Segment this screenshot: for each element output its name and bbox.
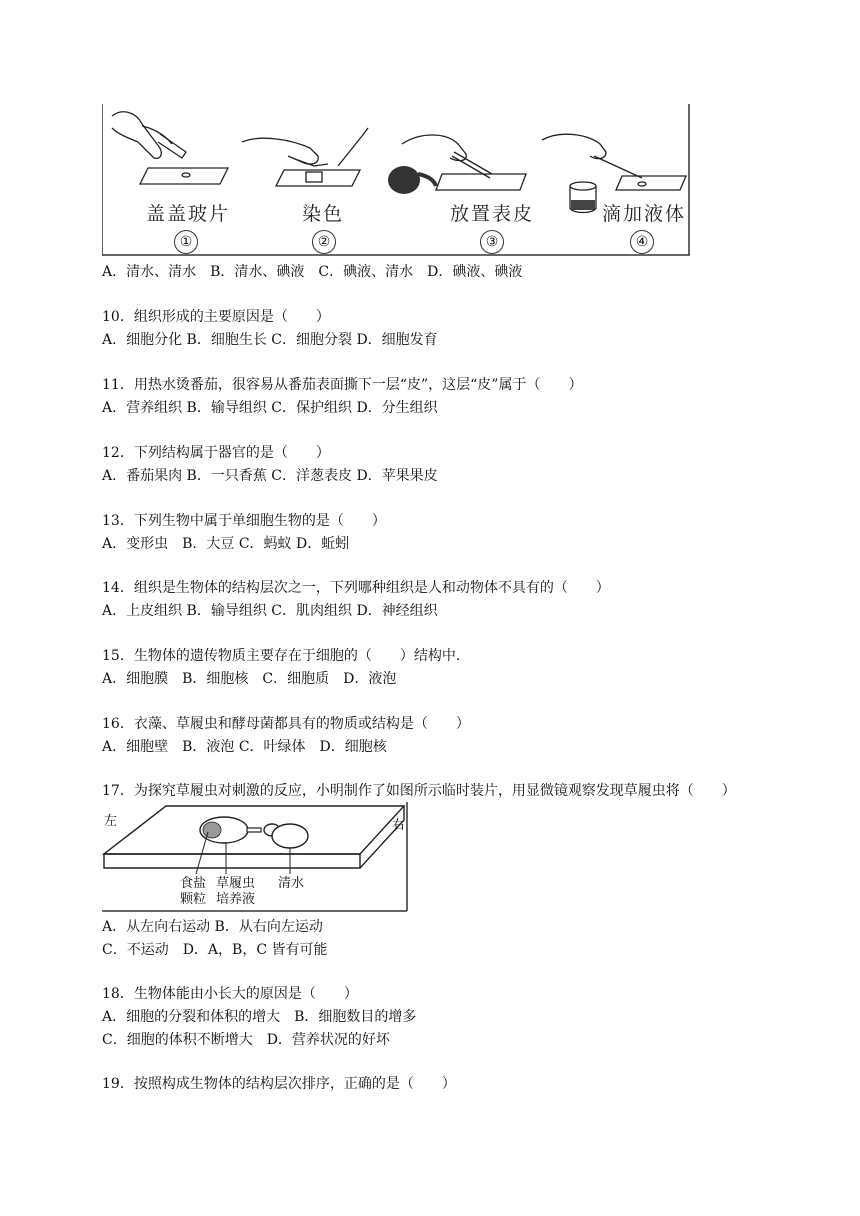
q16-options: A．细胞壁 B．液泡 C．叶绿体 D．细胞核	[102, 739, 387, 755]
right-label: 右	[392, 818, 406, 833]
step-2-label: 染色	[302, 203, 345, 225]
q17-options-2: C．不运动 D．A，B，C 皆有可能	[102, 942, 328, 958]
paramecium-label-1: 草履虫	[216, 876, 256, 891]
q11-stem: 11．用热水烫番茄，很容易从番茄表面撕下一层“皮”，这层“皮”属于（ ）	[102, 377, 583, 393]
q18-options-1: A．细胞的分裂和体积的增大 B．细胞数目的增多	[102, 1009, 417, 1025]
q11-options: A．营养组织 B．输导组织 C．保护组织 D．分生组织	[102, 400, 438, 416]
q18-stem: 18．生物体能由小长大的原因是（ ）	[102, 986, 358, 1002]
water-label: 清水	[278, 876, 305, 891]
step-3-label: 放置表皮	[450, 203, 535, 225]
q17-options-1: A．从左向右运动 B．从右向左运动	[102, 919, 323, 935]
q15-stem: 15．生物体的遗传物质主要存在于细胞的（ ）结构中．	[102, 648, 470, 664]
left-label: 左	[104, 814, 118, 829]
step-1-label: 盖盖玻片	[146, 203, 231, 225]
q14-options: A．上皮组织 B．输导组织 C．肌肉组织 D．神经组织	[102, 603, 438, 619]
salt-label-2: 颗粒	[180, 892, 207, 907]
q12-options: A．番茄果肉 B．一只香蕉 C．洋葱表皮 D．苹果果皮	[102, 468, 438, 484]
slide-preparation-figure	[102, 104, 690, 256]
step-3-number: ③	[480, 230, 504, 254]
paramecium-label-2: 培养液	[216, 892, 256, 907]
step-4-label: 滴加液体	[602, 203, 687, 225]
q12-stem: 12．下列结构属于器官的是（ ）	[102, 445, 330, 461]
salt-label-1: 食盐	[180, 876, 207, 891]
q10-stem: 10．组织形成的主要原因是（ ）	[102, 309, 330, 325]
q18-options-2: C．细胞的体积不断增大 D．营养状况的好坏	[102, 1032, 390, 1048]
step-4-number: ④	[630, 230, 654, 254]
q13-options: A．变形虫 B．大豆 C．蚂蚁 D．蚯蚓	[102, 536, 350, 552]
q15-options: A．细胞膜 B．细胞核 C．细胞质 D．液泡	[102, 671, 397, 687]
q9-options: A．清水、清水 B．清水、碘液 C．碘液、清水 D．碘液、碘液	[102, 264, 523, 280]
q16-stem: 16．衣藻、草履虫和酵母菌都具有的物质或结构是（ ）	[102, 716, 470, 732]
q17-stem: 17．为探究草履虫对刺激的反应，小明制作了如图所示临时装片，用显微镜观察发现草履虫将（ ）	[102, 783, 736, 799]
q14-stem: 14．组织是生物体的结构层次之一，下列哪种组织是人和动物体不具有的（ ）	[102, 580, 610, 596]
q13-stem: 13．下列生物中属于单细胞生物的是（ ）	[102, 513, 386, 529]
paramecium-slide-figure	[102, 802, 408, 912]
step-2-number: ②	[312, 230, 336, 254]
step-1-number: ①	[174, 230, 198, 254]
q10-options: A．细胞分化 B．细胞生长 C．细胞分裂 D．细胞发育	[102, 332, 438, 348]
q19-stem: 19．按照构成生物体的结构层次排序，正确的是（ ）	[102, 1076, 456, 1092]
